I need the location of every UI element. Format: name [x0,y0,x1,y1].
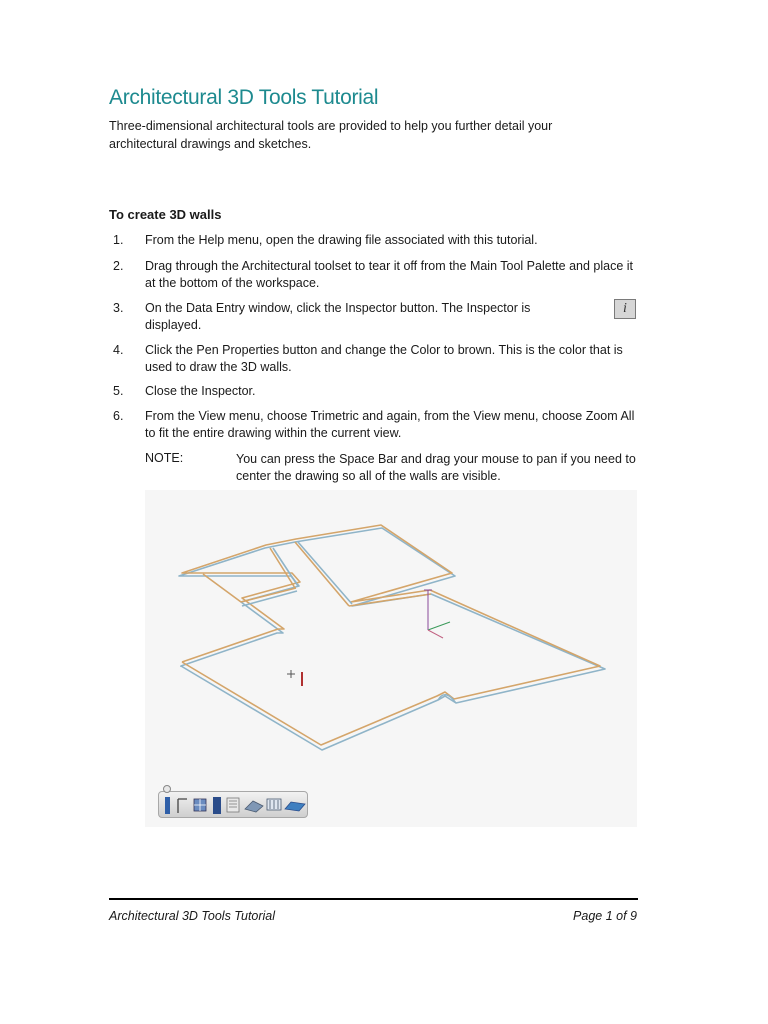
interior-wall [295,542,349,606]
step-text: Click the Pen Properties button and change the Color to brown. This is the color that is used to draw the 3D walls. [145,343,623,374]
step-number: 3. [113,301,124,315]
section-heading: To create 3D walls [109,207,222,222]
intro-paragraph: Three-dimensional architectural tools are provided to help you further detail your architectural drawings and sketches. [109,119,553,151]
step-text: On the Data Entry window, click the Inspector button. The Inspector is displayed. [145,301,531,332]
stair-tool-icon [227,798,239,812]
interior-wall [298,542,352,604]
wall-outline-inner [182,525,600,745]
corner-tool-icon [178,799,187,813]
step-number: 4. [113,343,124,357]
interior-wall [273,548,298,586]
info-icon: i [614,299,636,319]
page-number: Page 1 of 9 [573,909,637,923]
interior-wall [270,548,295,588]
interior-wall [242,591,297,606]
beam-tool-icon [267,799,281,810]
architectural-tool-palette[interactable] [158,791,308,818]
wall-tool-icon [165,797,170,814]
floor-plan-drawing [145,490,637,827]
floor-tool-icon [285,802,305,811]
window-tool-icon [194,799,206,811]
step-text: From the Help menu, open the drawing file associated with this tutorial. [145,233,538,247]
step-number: 1. [113,233,124,247]
step-text: From the View menu, choose Trimetric and again, from the View menu, choose Zoom All to fit the entire drawing within the current view. [145,409,635,440]
step-text: Drag through the Architectural toolset to tear it off from the Main Tool Palette and place it at the bottom of the workspace. [145,259,634,290]
roof-tool-icon [245,801,263,812]
step-text: Close the Inspector. [145,384,256,398]
note-label: NOTE: [145,451,184,465]
door-tool-icon [213,797,221,814]
step-number: 5. [113,384,124,398]
cursor-icon [287,670,303,686]
step-number: 2. [113,259,124,273]
step-number: 6. [113,409,124,423]
interior-wall [203,574,241,602]
note-text: You can press the Space Bar and drag your mouse to pan if you need to center the drawing so all of the walls are visible. [236,452,636,483]
footer-title: Architectural 3D Tools Tutorial [109,909,276,923]
footer-divider [109,898,638,900]
document-title: Architectural 3D Tools Tutorial [109,86,379,109]
screenshot-figure [145,490,637,827]
